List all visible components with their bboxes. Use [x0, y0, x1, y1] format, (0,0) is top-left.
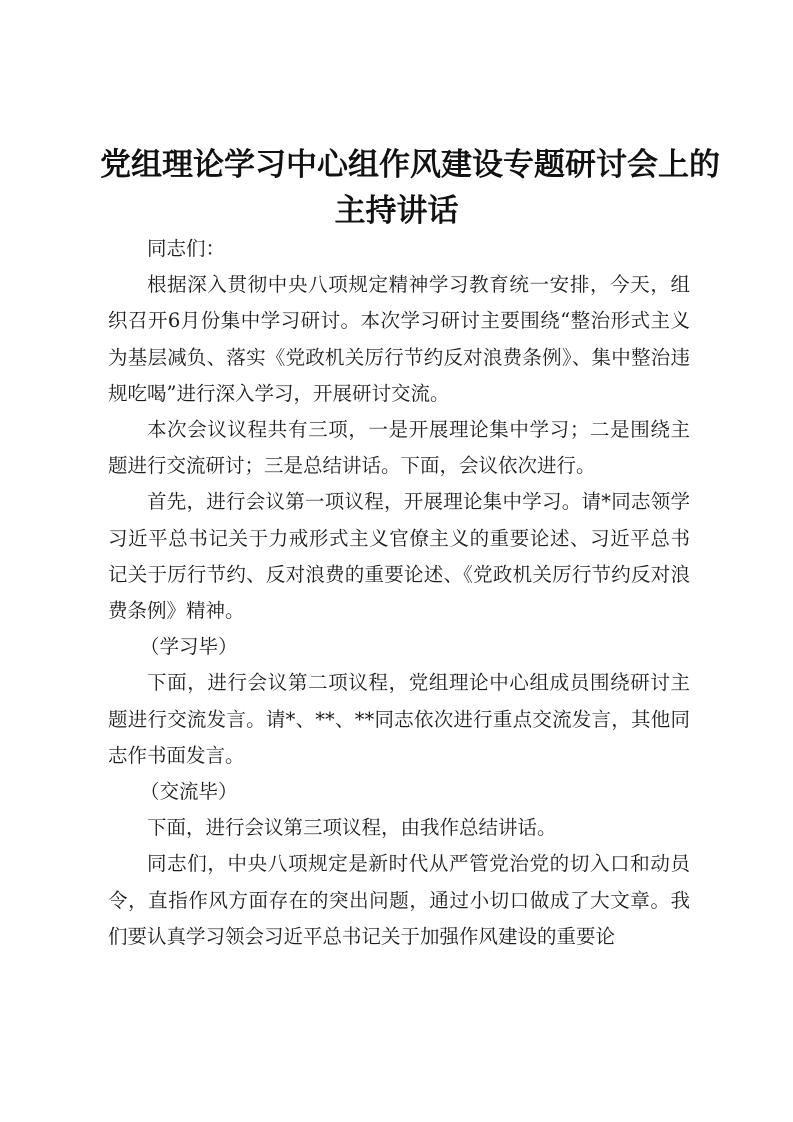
paragraph: 同志们，中央八项规定是新时代从严管党治党的切入口和动员令，直指作风方面存在的突出问题，通过小切口做成了大文章。我们要认真学习领会习近平总书记关于加强作风建设的重要论 [108, 852, 690, 948]
paragraph: 本次会议议程共有三项，一是开展理论集中学习；二是围绕主题进行交流研讨；三是总结讲话。下面，会议依次进行。 [108, 418, 690, 478]
paragraph: 下面，进行会议第三项议程，由我作总结讲话。 [147, 816, 557, 840]
paragraph: 下面，进行会议第二项议程，党组理论中心组成员围绕研讨主题进行交流发言。请*、**、**同志依次进行重点交流发言，其他同志作书面发言。 [108, 671, 690, 767]
paragraph: 首先，进行会议第一项议程，开展理论集中学习。请*同志领学习近平总书记关于力戒形式主义官僚主义的重要论述、习近平总书记关于厉行节约、反对浪费的重要论述、《党政机关厉行节约反对浪费条例》精神。 [108, 490, 690, 623]
document-title-line-2: 主持讲话 [334, 193, 459, 229]
document-body [108, 231, 690, 955]
paragraph: 根据深入贯彻中央八项规定精神学习教育统一安排，今天，组织召开6月份集中学习研讨。本次学习研讨主要围绕“整治形式主义为基层减负、落实《党政机关厉行节约反对浪费条例》、集中整治违规吃喝”进行深入学习，开展研讨交流。 [108, 273, 690, 405]
stage-note: （交流毕） [140, 780, 238, 804]
stage-note: （学习毕） [140, 635, 238, 659]
salutation: 同志们： [147, 237, 226, 260]
document-title-line-1: 党组理论学习中心组作风建设专题研讨会上的 [100, 147, 720, 183]
